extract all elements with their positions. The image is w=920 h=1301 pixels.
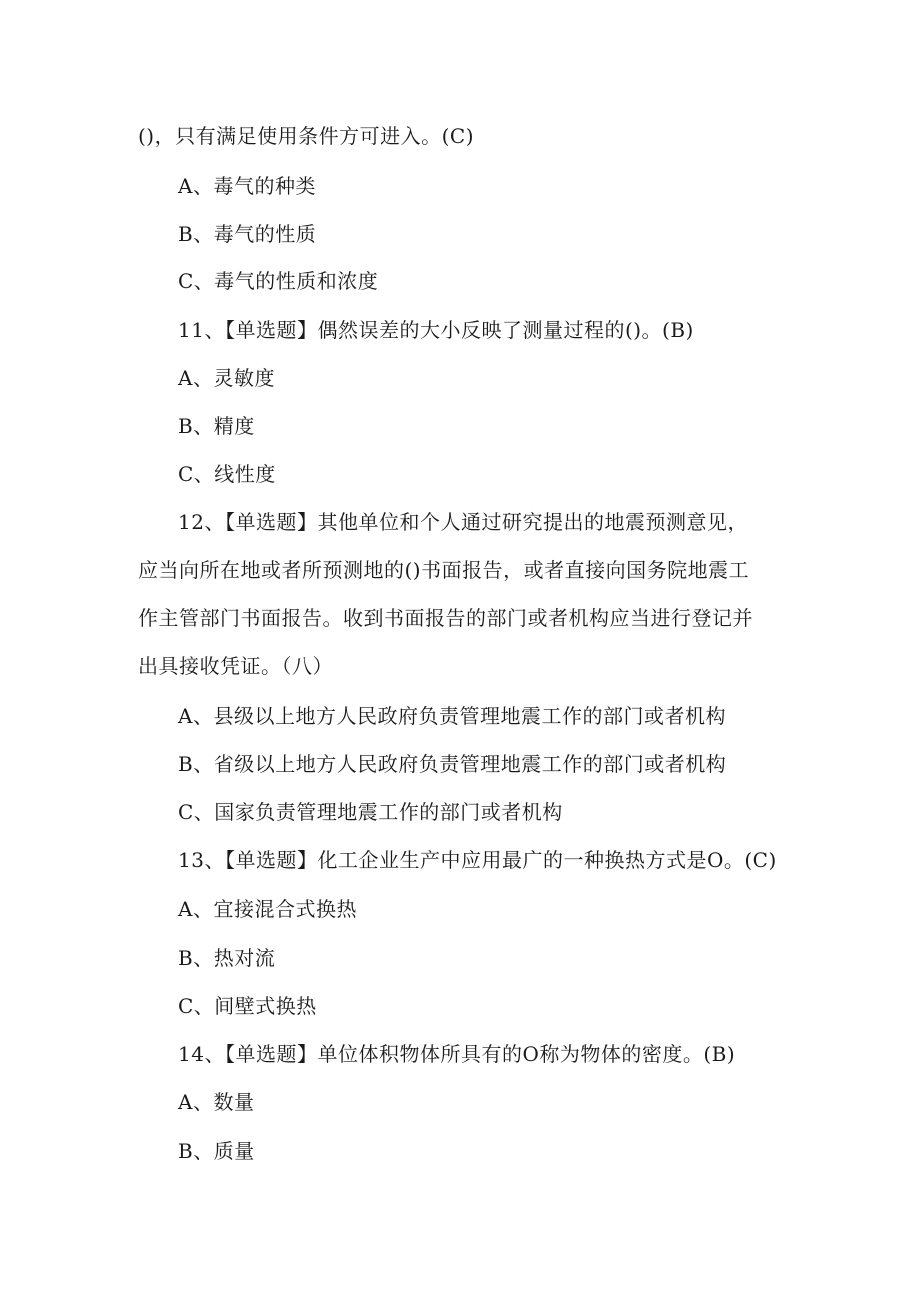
question-11-option-c: C、线性度 bbox=[178, 462, 276, 486]
question-10-option-c: C、毒气的性质和浓度 bbox=[178, 269, 379, 293]
question-13-option-b: B、热对流 bbox=[178, 946, 276, 970]
question-13-option-a: A、宜接混合式换热 bbox=[178, 897, 357, 921]
question-12-option-b: B、省级以上地方人民政府负责管理地震工作的部门或者机构 bbox=[178, 752, 727, 776]
question-11-option-a: A、灵敏度 bbox=[178, 366, 275, 390]
question-13-option-c: C、间壁式换热 bbox=[178, 994, 317, 1018]
question-12-stem-line-3: 作主管部门书面报告。收到书面报告的部门或者机构应当进行登记并 bbox=[138, 606, 753, 630]
question-13-stem: 13、【单选题】化工企业生产中应用最广的一种换热方式是O。(C) bbox=[178, 848, 777, 872]
question-10-option-b: B、毒气的性质 bbox=[178, 222, 317, 246]
question-11-stem: 11、【单选题】偶然误差的大小反映了测量过程的()。(B) bbox=[178, 318, 694, 342]
question-14-option-a: A、数量 bbox=[178, 1090, 255, 1114]
question-12-option-c: C、国家负责管理地震工作的部门或者机构 bbox=[178, 800, 563, 824]
question-11-option-b: B、精度 bbox=[178, 414, 255, 438]
question-10-stem-tail: ()，只有满足使用条件方可进入。(C) bbox=[138, 124, 475, 148]
question-12-stem-line-2: 应当向所在地或者所预测地的()书面报告，或者直接向国务院地震工 bbox=[138, 558, 750, 582]
question-12-stem-line-4: 出具接收凭证。（八） bbox=[138, 654, 333, 678]
question-12-stem-line-1: 12、【单选题】其他单位和个人通过研究提出的地震预测意见， bbox=[178, 510, 748, 534]
question-14-stem: 14、【单选题】单位体积物体所具有的O称为物体的密度。(B) bbox=[178, 1042, 736, 1066]
question-14-option-b: B、质量 bbox=[178, 1139, 255, 1163]
question-10-option-a: A、毒气的种类 bbox=[178, 174, 316, 198]
question-12-option-a: A、县级以上地方人民政府负责管理地震工作的部门或者机构 bbox=[178, 704, 726, 728]
